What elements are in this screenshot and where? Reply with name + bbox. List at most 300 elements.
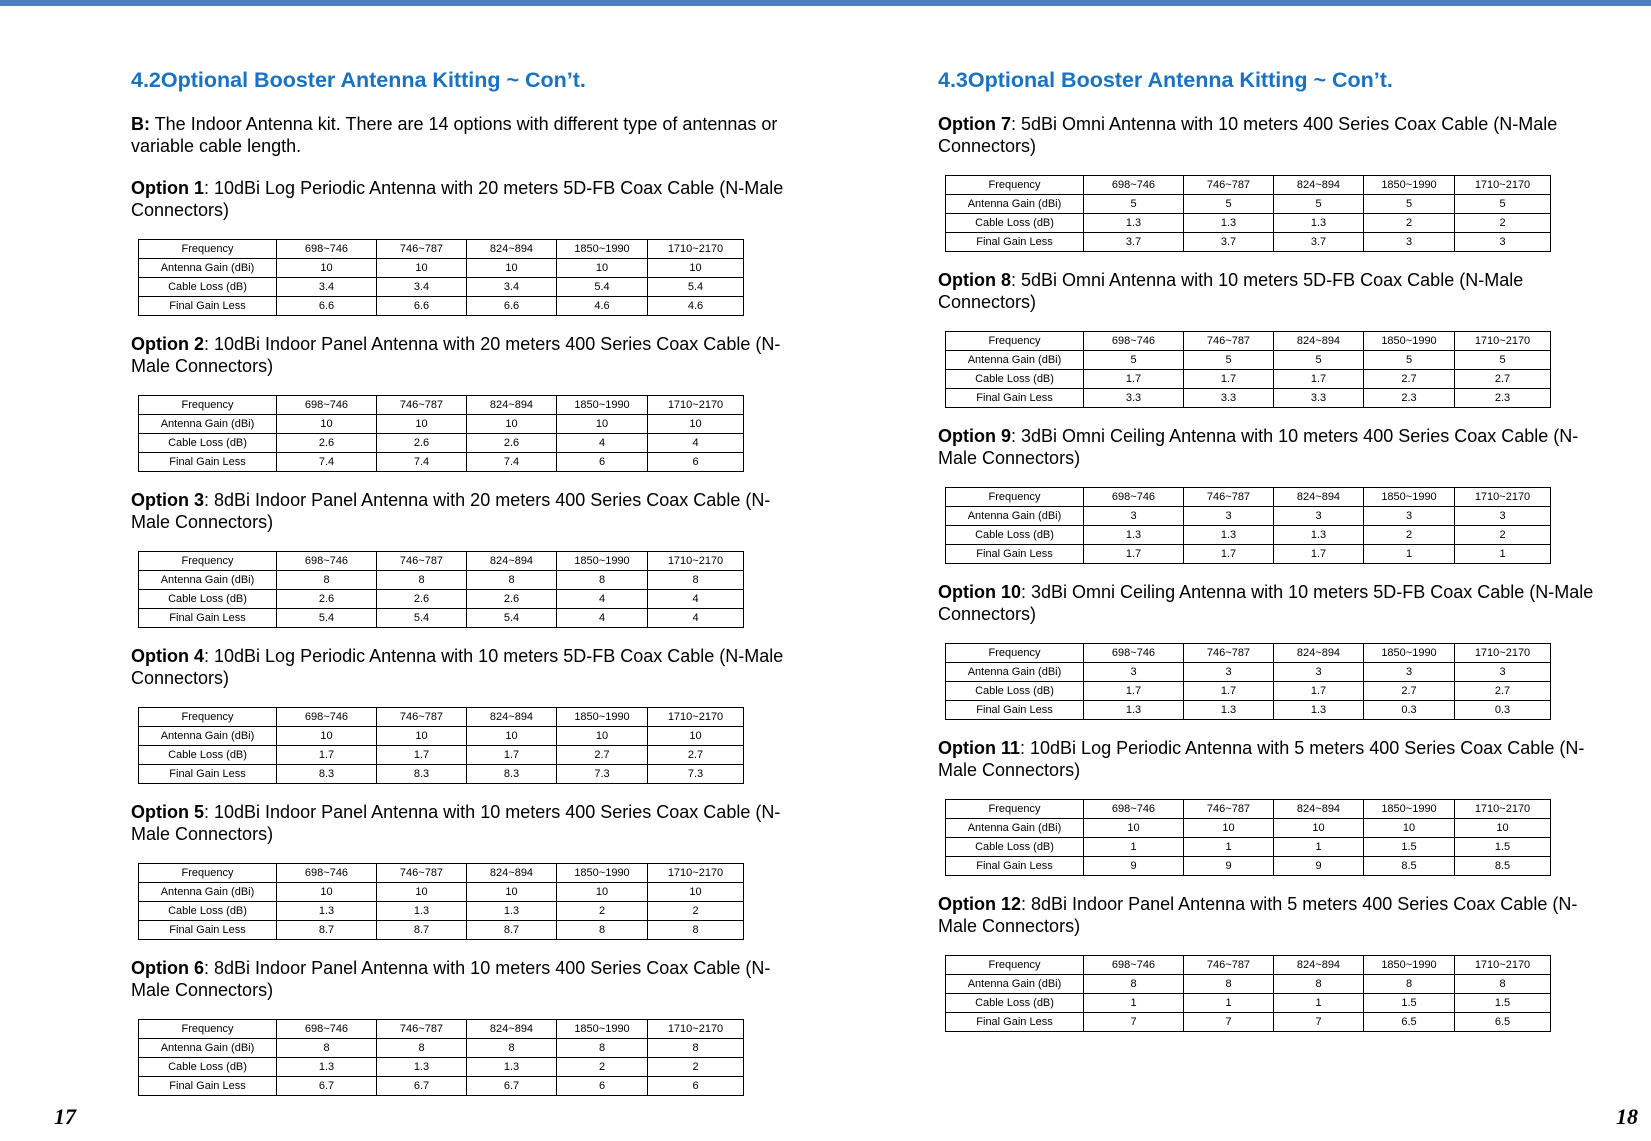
table-cell: 10 — [1274, 819, 1364, 838]
spec-table — [138, 551, 744, 628]
table-row — [946, 545, 1551, 564]
option-block — [938, 737, 1603, 876]
option-label: Option 10 — [938, 582, 1022, 602]
row-label-cell: Final Gain Less — [946, 1013, 1084, 1032]
table-cell: 2 — [1364, 526, 1455, 545]
table-row — [946, 526, 1551, 545]
table-cell: 1850~1990 — [1364, 644, 1455, 663]
table-cell: 746~787 — [377, 708, 467, 727]
table-cell: 5 — [1274, 195, 1364, 214]
table-cell: 824~894 — [1274, 644, 1364, 663]
table-cell: 4.6 — [648, 297, 744, 316]
page-right-content — [938, 67, 1603, 1049]
table-cell: 3.7 — [1084, 233, 1184, 252]
option-heading — [131, 645, 796, 689]
option-description: : 3dBi Omni Ceiling Antenna with 10 meters 400 Series Coax Cable (N-Male Connectors) — [938, 426, 1579, 468]
table-cell: 1.7 — [377, 746, 467, 765]
table-cell: 4 — [648, 434, 744, 453]
table-header-row — [139, 864, 744, 883]
table-cell: 10 — [467, 415, 557, 434]
table-cell: 2.7 — [1364, 370, 1455, 389]
table-cell: 1850~1990 — [1364, 176, 1455, 195]
table-cell: 4 — [557, 609, 648, 628]
row-label-cell: Frequency — [946, 644, 1084, 663]
spec-table — [945, 175, 1551, 252]
table-cell: 7 — [1184, 1013, 1274, 1032]
spec-table — [138, 395, 744, 472]
table-cell: 1.3 — [377, 1058, 467, 1077]
table-row — [946, 838, 1551, 857]
table-cell: 6.5 — [1455, 1013, 1551, 1032]
table-cell: 1.3 — [277, 902, 377, 921]
table-cell: 10 — [277, 883, 377, 902]
table-cell: 8 — [1364, 975, 1455, 994]
table-cell: 1.3 — [1084, 526, 1184, 545]
row-label-cell: Antenna Gain (dBi) — [139, 883, 277, 902]
table-row — [946, 389, 1551, 408]
table-cell: 1 — [1084, 838, 1184, 857]
table-cell: 2.3 — [1455, 389, 1551, 408]
table-cell: 698~746 — [277, 552, 377, 571]
table-cell: 3 — [1455, 663, 1551, 682]
table-cell: 2.7 — [1455, 682, 1551, 701]
table-cell: 3 — [1184, 663, 1274, 682]
option-heading — [131, 177, 796, 221]
table-cell: 10 — [377, 727, 467, 746]
table-cell: 698~746 — [1084, 176, 1184, 195]
row-label-cell: Final Gain Less — [946, 545, 1084, 564]
table-row — [946, 1013, 1551, 1032]
table-cell: 2.3 — [1364, 389, 1455, 408]
row-label-cell: Frequency — [139, 864, 277, 883]
table-cell: 1.7 — [1184, 545, 1274, 564]
table-cell: 5 — [1184, 351, 1274, 370]
row-label-cell: Antenna Gain (dBi) — [946, 975, 1084, 994]
option-heading — [938, 581, 1603, 625]
table-cell: 3 — [1364, 507, 1455, 526]
table-cell: 2.6 — [277, 590, 377, 609]
table-row — [139, 297, 744, 316]
table-cell: 2.7 — [1364, 682, 1455, 701]
table-cell: 5.4 — [277, 609, 377, 628]
table-cell: 698~746 — [1084, 488, 1184, 507]
table-cell: 1 — [1084, 994, 1184, 1013]
table-cell: 1.7 — [1184, 682, 1274, 701]
spec-table — [945, 799, 1551, 876]
table-cell: 824~894 — [1274, 800, 1364, 819]
table-cell: 8.7 — [377, 921, 467, 940]
table-cell: 6 — [648, 453, 744, 472]
option-block — [131, 957, 796, 1096]
table-cell: 3 — [1084, 663, 1184, 682]
row-label-cell: Final Gain Less — [139, 921, 277, 940]
row-label-cell: Antenna Gain (dBi) — [139, 727, 277, 746]
table-cell: 1.3 — [1274, 214, 1364, 233]
table-cell: 2.7 — [648, 746, 744, 765]
table-cell: 3 — [1455, 233, 1551, 252]
table-cell: 824~894 — [467, 240, 557, 259]
table-cell: 8 — [1084, 975, 1184, 994]
option-block — [938, 113, 1603, 252]
table-row — [139, 415, 744, 434]
intro-paragraph — [131, 113, 796, 157]
option-block — [938, 581, 1603, 720]
table-row — [139, 1039, 744, 1058]
table-cell: 10 — [1184, 819, 1274, 838]
table-cell: 1850~1990 — [557, 1020, 648, 1039]
table-cell: 1710~2170 — [1455, 332, 1551, 351]
row-label-cell: Frequency — [139, 552, 277, 571]
table-cell: 6.6 — [277, 297, 377, 316]
table-cell: 1.7 — [277, 746, 377, 765]
table-cell: 2 — [648, 1058, 744, 1077]
row-label-cell: Antenna Gain (dBi) — [946, 351, 1084, 370]
table-header-row — [946, 176, 1551, 195]
table-cell: 746~787 — [377, 240, 467, 259]
table-cell: 1710~2170 — [1455, 956, 1551, 975]
table-cell: 1710~2170 — [1455, 176, 1551, 195]
table-cell: 1.3 — [1274, 701, 1364, 720]
option-block — [938, 893, 1603, 1032]
table-row — [946, 701, 1551, 720]
option-block — [131, 645, 796, 784]
row-label-cell: Antenna Gain (dBi) — [946, 819, 1084, 838]
table-row — [946, 507, 1551, 526]
table-cell: 746~787 — [1184, 800, 1274, 819]
table-cell: 6 — [648, 1077, 744, 1096]
option-description: : 10dBi Log Periodic Antenna with 5 meters 400 Series Coax Cable (N-Male Connectors) — [938, 738, 1585, 780]
table-cell: 1850~1990 — [557, 864, 648, 883]
table-cell: 4 — [648, 609, 744, 628]
table-cell: 698~746 — [277, 1020, 377, 1039]
table-cell: 1850~1990 — [1364, 488, 1455, 507]
table-cell: 3 — [1364, 663, 1455, 682]
table-cell: 6 — [557, 1077, 648, 1096]
table-cell: 2 — [1364, 214, 1455, 233]
table-cell: 10 — [1455, 819, 1551, 838]
table-cell: 1 — [1184, 838, 1274, 857]
row-label-cell: Final Gain Less — [139, 453, 277, 472]
table-cell: 698~746 — [277, 864, 377, 883]
row-label-cell: Cable Loss (dB) — [139, 746, 277, 765]
row-label-cell: Cable Loss (dB) — [946, 526, 1084, 545]
row-label-cell: Cable Loss (dB) — [139, 434, 277, 453]
table-header-row — [139, 708, 744, 727]
table-row — [139, 590, 744, 609]
table-cell: 1710~2170 — [648, 864, 744, 883]
intro-bold: B: — [131, 114, 150, 134]
table-cell: 2.6 — [467, 590, 557, 609]
row-label-cell: Antenna Gain (dBi) — [139, 259, 277, 278]
spec-table — [945, 331, 1551, 408]
table-cell: 6 — [557, 453, 648, 472]
table-cell: 10 — [277, 415, 377, 434]
table-cell: 1850~1990 — [557, 396, 648, 415]
table-cell: 1.3 — [1084, 701, 1184, 720]
page-number: 17 — [54, 1104, 76, 1129]
table-cell: 1710~2170 — [648, 1020, 744, 1039]
option-description: : 3dBi Omni Ceiling Antenna with 10 meters 5D-FB Coax Cable (N-Male Connectors) — [938, 582, 1594, 624]
table-cell: 4.6 — [557, 297, 648, 316]
table-cell: 4 — [557, 590, 648, 609]
table-cell: 7.4 — [467, 453, 557, 472]
table-cell: 746~787 — [377, 1020, 467, 1039]
table-row — [139, 1077, 744, 1096]
table-cell: 2.7 — [1455, 370, 1551, 389]
table-cell: 698~746 — [1084, 644, 1184, 663]
table-cell: 10 — [648, 727, 744, 746]
table-cell: 3 — [1274, 663, 1364, 682]
option-description: : 5dBi Omni Antenna with 10 meters 5D-FB Coax Cable (N-Male Connectors) — [938, 270, 1524, 312]
table-row — [946, 682, 1551, 701]
row-label-cell: Antenna Gain (dBi) — [946, 507, 1084, 526]
table-header-row — [946, 644, 1551, 663]
table-cell: 8 — [277, 1039, 377, 1058]
row-label-cell: Frequency — [139, 240, 277, 259]
table-cell: 10 — [648, 883, 744, 902]
table-cell: 10 — [648, 259, 744, 278]
row-label-cell: Final Gain Less — [946, 233, 1084, 252]
table-cell: 746~787 — [377, 864, 467, 883]
row-label-cell: Cable Loss (dB) — [946, 370, 1084, 389]
option-label: Option 8 — [938, 270, 1011, 290]
table-cell: 8 — [277, 571, 377, 590]
table-cell: 1 — [1364, 545, 1455, 564]
table-cell: 2 — [557, 902, 648, 921]
table-cell: 10 — [557, 259, 648, 278]
table-cell: 1.3 — [377, 902, 467, 921]
table-cell: 7.3 — [557, 765, 648, 784]
spec-table — [138, 1019, 744, 1096]
options-list — [938, 113, 1603, 1032]
row-label-cell: Final Gain Less — [139, 1077, 277, 1096]
row-label-cell: Final Gain Less — [139, 297, 277, 316]
table-cell: 5 — [1455, 195, 1551, 214]
table-cell: 3.3 — [1274, 389, 1364, 408]
option-label: Option 6 — [131, 958, 204, 978]
option-label: Option 5 — [131, 802, 204, 822]
table-cell: 7 — [1274, 1013, 1364, 1032]
table-cell: 824~894 — [1274, 488, 1364, 507]
option-heading — [131, 801, 796, 845]
table-cell: 2.6 — [277, 434, 377, 453]
table-cell: 1.3 — [1184, 214, 1274, 233]
table-cell: 6.7 — [277, 1077, 377, 1096]
table-cell: 6.5 — [1364, 1013, 1455, 1032]
table-cell: 8 — [467, 1039, 557, 1058]
table-cell: 824~894 — [1274, 176, 1364, 195]
table-cell: 3 — [1084, 507, 1184, 526]
table-cell: 1850~1990 — [1364, 800, 1455, 819]
option-heading — [938, 269, 1603, 313]
table-cell: 8 — [377, 1039, 467, 1058]
table-cell: 746~787 — [377, 552, 467, 571]
table-cell: 1.7 — [1274, 682, 1364, 701]
spec-table — [138, 707, 744, 784]
table-cell: 1710~2170 — [648, 552, 744, 571]
table-cell: 1.5 — [1455, 838, 1551, 857]
table-cell: 1.3 — [467, 902, 557, 921]
table-cell: 3.7 — [1274, 233, 1364, 252]
table-row — [946, 370, 1551, 389]
row-label-cell: Frequency — [946, 956, 1084, 975]
option-description: : 5dBi Omni Antenna with 10 meters 400 Series Coax Cable (N-Male Connectors) — [938, 114, 1558, 156]
table-header-row — [946, 956, 1551, 975]
table-cell: 2.6 — [377, 590, 467, 609]
table-cell: 10 — [648, 415, 744, 434]
table-cell: 10 — [557, 883, 648, 902]
row-label-cell: Cable Loss (dB) — [139, 590, 277, 609]
table-row — [139, 727, 744, 746]
table-cell: 8.5 — [1364, 857, 1455, 876]
table-cell: 824~894 — [467, 864, 557, 883]
section-title: 4.2Optional Booster Antenna Kitting ~ Con’t. — [131, 68, 586, 92]
table-cell: 10 — [377, 883, 467, 902]
table-cell: 8.3 — [467, 765, 557, 784]
table-cell: 824~894 — [1274, 956, 1364, 975]
table-row — [139, 921, 744, 940]
table-cell: 8.7 — [467, 921, 557, 940]
table-cell: 10 — [277, 727, 377, 746]
table-cell: 3.4 — [467, 278, 557, 297]
table-cell: 7.4 — [377, 453, 467, 472]
table-cell: 10 — [467, 727, 557, 746]
table-cell: 746~787 — [1184, 956, 1274, 975]
table-cell: 5.4 — [377, 609, 467, 628]
table-row — [946, 195, 1551, 214]
spec-table — [945, 955, 1551, 1032]
table-cell: 2 — [648, 902, 744, 921]
intro-text: The Indoor Antenna kit. There are 14 options with different type of antennas or variable cable length. — [131, 114, 778, 156]
table-cell: 1.7 — [1184, 370, 1274, 389]
options-list — [131, 177, 796, 1096]
table-cell: 7.4 — [277, 453, 377, 472]
option-heading — [938, 893, 1603, 937]
table-cell: 1.7 — [1084, 545, 1184, 564]
table-cell: 1.7 — [1084, 682, 1184, 701]
page-left — [0, 0, 825, 1141]
page-left-content — [131, 67, 796, 1113]
spec-table — [138, 863, 744, 940]
table-cell: 5.4 — [557, 278, 648, 297]
table-cell: 8 — [377, 571, 467, 590]
table-cell: 6.6 — [377, 297, 467, 316]
table-cell: 3 — [1184, 507, 1274, 526]
row-label-cell: Frequency — [946, 488, 1084, 507]
table-cell: 9 — [1184, 857, 1274, 876]
table-cell: 3 — [1364, 233, 1455, 252]
table-cell: 10 — [1364, 819, 1455, 838]
table-cell: 1850~1990 — [557, 240, 648, 259]
table-cell: 4 — [648, 590, 744, 609]
spec-table — [945, 487, 1551, 564]
spec-table — [138, 239, 744, 316]
table-cell: 2 — [1455, 214, 1551, 233]
table-cell: 9 — [1084, 857, 1184, 876]
option-block — [131, 489, 796, 628]
table-row — [139, 765, 744, 784]
row-label-cell: Cable Loss (dB) — [946, 994, 1084, 1013]
table-cell: 1 — [1274, 994, 1364, 1013]
table-cell: 1.5 — [1364, 994, 1455, 1013]
table-cell: 8.3 — [277, 765, 377, 784]
table-cell: 5 — [1364, 195, 1455, 214]
table-cell: 8.7 — [277, 921, 377, 940]
table-cell: 698~746 — [1084, 956, 1184, 975]
table-cell: 10 — [467, 883, 557, 902]
option-description: : 8dBi Indoor Panel Antenna with 10 meters 400 Series Coax Cable (N-Male Connectors) — [131, 958, 771, 1000]
table-cell: 1.5 — [1455, 994, 1551, 1013]
table-cell: 746~787 — [1184, 176, 1274, 195]
table-header-row — [946, 800, 1551, 819]
table-row — [139, 259, 744, 278]
table-cell: 8.5 — [1455, 857, 1551, 876]
table-cell: 824~894 — [467, 708, 557, 727]
table-row — [139, 434, 744, 453]
spec-table — [945, 643, 1551, 720]
table-cell: 698~746 — [277, 396, 377, 415]
table-cell: 8 — [557, 921, 648, 940]
table-cell: 8 — [1184, 975, 1274, 994]
option-description: : 10dBi Indoor Panel Antenna with 20 meters 400 Series Coax Cable (N-Male Connectors) — [131, 334, 781, 376]
option-label: Option 9 — [938, 426, 1011, 446]
table-cell: 5.4 — [467, 609, 557, 628]
table-cell: 7 — [1084, 1013, 1184, 1032]
table-cell: 1710~2170 — [648, 708, 744, 727]
row-label-cell: Cable Loss (dB) — [946, 214, 1084, 233]
table-cell: 1.7 — [467, 746, 557, 765]
table-cell: 0.3 — [1364, 701, 1455, 720]
table-cell: 4 — [557, 434, 648, 453]
option-heading — [131, 333, 796, 377]
table-cell: 824~894 — [467, 396, 557, 415]
table-cell: 746~787 — [1184, 488, 1274, 507]
row-label-cell: Final Gain Less — [139, 765, 277, 784]
row-label-cell: Antenna Gain (dBi) — [139, 1039, 277, 1058]
table-cell: 1.5 — [1364, 838, 1455, 857]
table-cell: 9 — [1274, 857, 1364, 876]
table-cell: 1.7 — [1274, 370, 1364, 389]
table-cell: 1.7 — [1274, 545, 1364, 564]
option-description: : 10dBi Log Periodic Antenna with 10 meters 5D-FB Coax Cable (N-Male Connectors) — [131, 646, 784, 688]
table-row — [139, 609, 744, 628]
table-cell: 1.3 — [277, 1058, 377, 1077]
table-cell: 1.3 — [1274, 526, 1364, 545]
table-cell: 8 — [648, 921, 744, 940]
table-row — [139, 453, 744, 472]
option-label: Option 2 — [131, 334, 204, 354]
option-description: : 8dBi Indoor Panel Antenna with 5 meters 400 Series Coax Cable (N-Male Connectors) — [938, 894, 1578, 936]
table-cell: 8 — [467, 571, 557, 590]
table-cell: 1710~2170 — [1455, 644, 1551, 663]
table-cell: 1710~2170 — [1455, 488, 1551, 507]
table-cell: 1.3 — [1084, 214, 1184, 233]
table-cell: 5 — [1084, 351, 1184, 370]
table-cell: 10 — [557, 415, 648, 434]
table-cell: 3.4 — [377, 278, 467, 297]
row-label-cell: Frequency — [946, 176, 1084, 195]
table-cell: 746~787 — [1184, 644, 1274, 663]
row-label-cell: Cable Loss (dB) — [139, 278, 277, 297]
row-label-cell: Antenna Gain (dBi) — [139, 571, 277, 590]
row-label-cell: Cable Loss (dB) — [139, 1058, 277, 1077]
table-header-row — [139, 240, 744, 259]
table-cell: 1.3 — [467, 1058, 557, 1077]
row-label-cell: Frequency — [139, 396, 277, 415]
table-cell: 6.6 — [467, 297, 557, 316]
table-cell: 698~746 — [1084, 332, 1184, 351]
table-cell: 10 — [1084, 819, 1184, 838]
